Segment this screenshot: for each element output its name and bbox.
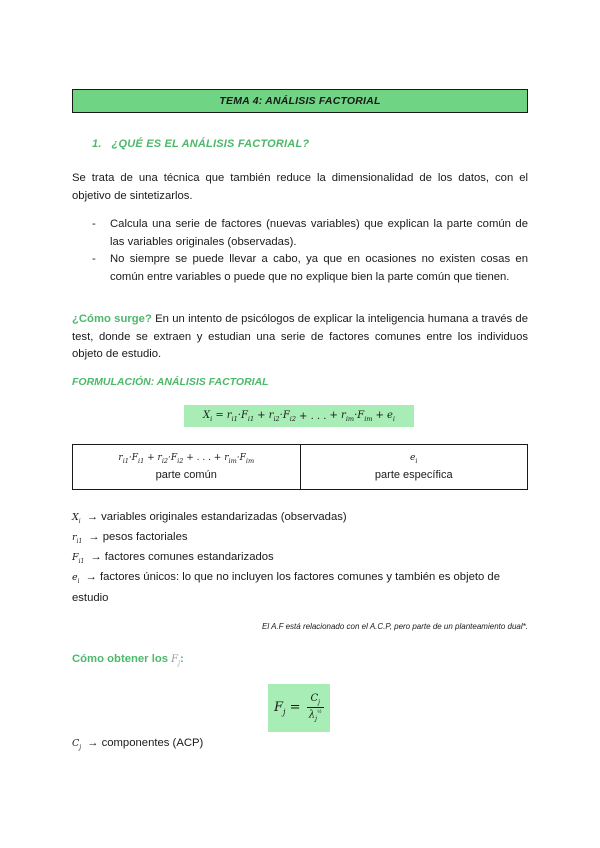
common-part-cell bbox=[73, 445, 300, 489]
f-j-symbol: $F_j$ bbox=[171, 654, 180, 667]
component-text: → componentes (ACP) bbox=[87, 737, 204, 749]
specific-part-cell bbox=[300, 445, 528, 489]
origin-text: En un intento de psicólogos de explicar la inteligencia humana a través de test, donde se extraen y estudian una serie de factores comunes entre los individuos objeto de estudio. bbox=[72, 313, 528, 360]
specific-part-label: parte específica bbox=[374, 468, 453, 481]
obtain-heading bbox=[72, 653, 184, 667]
main-formula: $X_i$ = $r_{i1}\cdot F_{i1}$ + $r_{i2}\cdot F_{i2}$ + . . . + $r_{im}\cdot F_{im}$ + $e_i$ bbox=[184, 405, 414, 427]
section-heading-text: ¿QUÉ ES EL ANÁLISIS FACTORIAL? bbox=[111, 138, 310, 150]
obtain-heading-text: Cómo obtener los bbox=[72, 653, 169, 665]
dash-marker: - bbox=[92, 253, 96, 265]
origin-paragraph bbox=[72, 311, 528, 364]
formula-table bbox=[72, 444, 528, 490]
obtain-colon: : bbox=[180, 653, 184, 665]
definition-line bbox=[72, 509, 528, 530]
definition-symbol: $X_i$ bbox=[72, 512, 81, 525]
note-text: El A.F está relacionado con el A.C.P, pero parte de un planteamiento dual*. bbox=[262, 622, 528, 631]
definition-line bbox=[72, 549, 528, 570]
common-part-label: parte común bbox=[155, 468, 217, 481]
list-item bbox=[92, 251, 528, 286]
section-heading bbox=[92, 138, 309, 150]
page-title bbox=[72, 89, 528, 113]
definition-text: → factores únicos: lo que no incluyen los factores comunes y también es objeto de estudio bbox=[72, 571, 500, 605]
definition-line bbox=[72, 569, 528, 608]
definition-text: → pesos factoriales bbox=[88, 531, 188, 543]
bullet-list bbox=[92, 216, 528, 286]
definition-text: → factores comunes estandarizados bbox=[90, 551, 274, 563]
common-part-formula: $r_{i1}\cdot F_{i1} + r_{i2}\cdot F_{i2}$ + . . . + $r_{im}\cdot F_{im}$ bbox=[118, 453, 255, 465]
list-item bbox=[92, 216, 528, 251]
section-number: 1. bbox=[92, 138, 102, 150]
specific-part-formula: $e_i$ bbox=[410, 453, 418, 465]
fj-formula: $F_j$ = $\frac{C_j}{\lambda_j^{\frac{1}{2}}}$ bbox=[268, 684, 330, 732]
component-symbol: $C_j$ bbox=[72, 738, 82, 751]
dash-marker: - bbox=[92, 218, 96, 230]
formulation-heading: FORMULACIÓN: ANÁLISIS FACTORIAL bbox=[72, 376, 269, 388]
component-definition bbox=[72, 735, 528, 756]
list-item-text: No siempre se puede llevar a cabo, ya que en ocasiones no existen cosas en común entre variables o puede que no explique bien la parte común que tienen. bbox=[110, 253, 528, 283]
list-item-text: Calcula una serie de factores (nuevas variables) que explican la parte común de las variables originales (observadas). bbox=[110, 218, 528, 248]
definition-symbol: $F_{i1}$ bbox=[72, 552, 85, 565]
origin-label: ¿Cómo surge? bbox=[72, 313, 152, 325]
page-title-text: TEMA 4: ANÁLISIS FACTORIAL bbox=[219, 95, 381, 107]
definition-symbol: $e_i$ bbox=[72, 572, 80, 585]
definition-text: → variables originales estandarizadas (observadas) bbox=[86, 511, 347, 523]
definition-symbol: $r_{i1}$ bbox=[72, 532, 83, 545]
definition-line bbox=[72, 529, 528, 550]
intro-paragraph: Se trata de una técnica que también reduce la dimensionalidad de los datos, con el objetivo de sintetizarlos. bbox=[72, 172, 528, 202]
